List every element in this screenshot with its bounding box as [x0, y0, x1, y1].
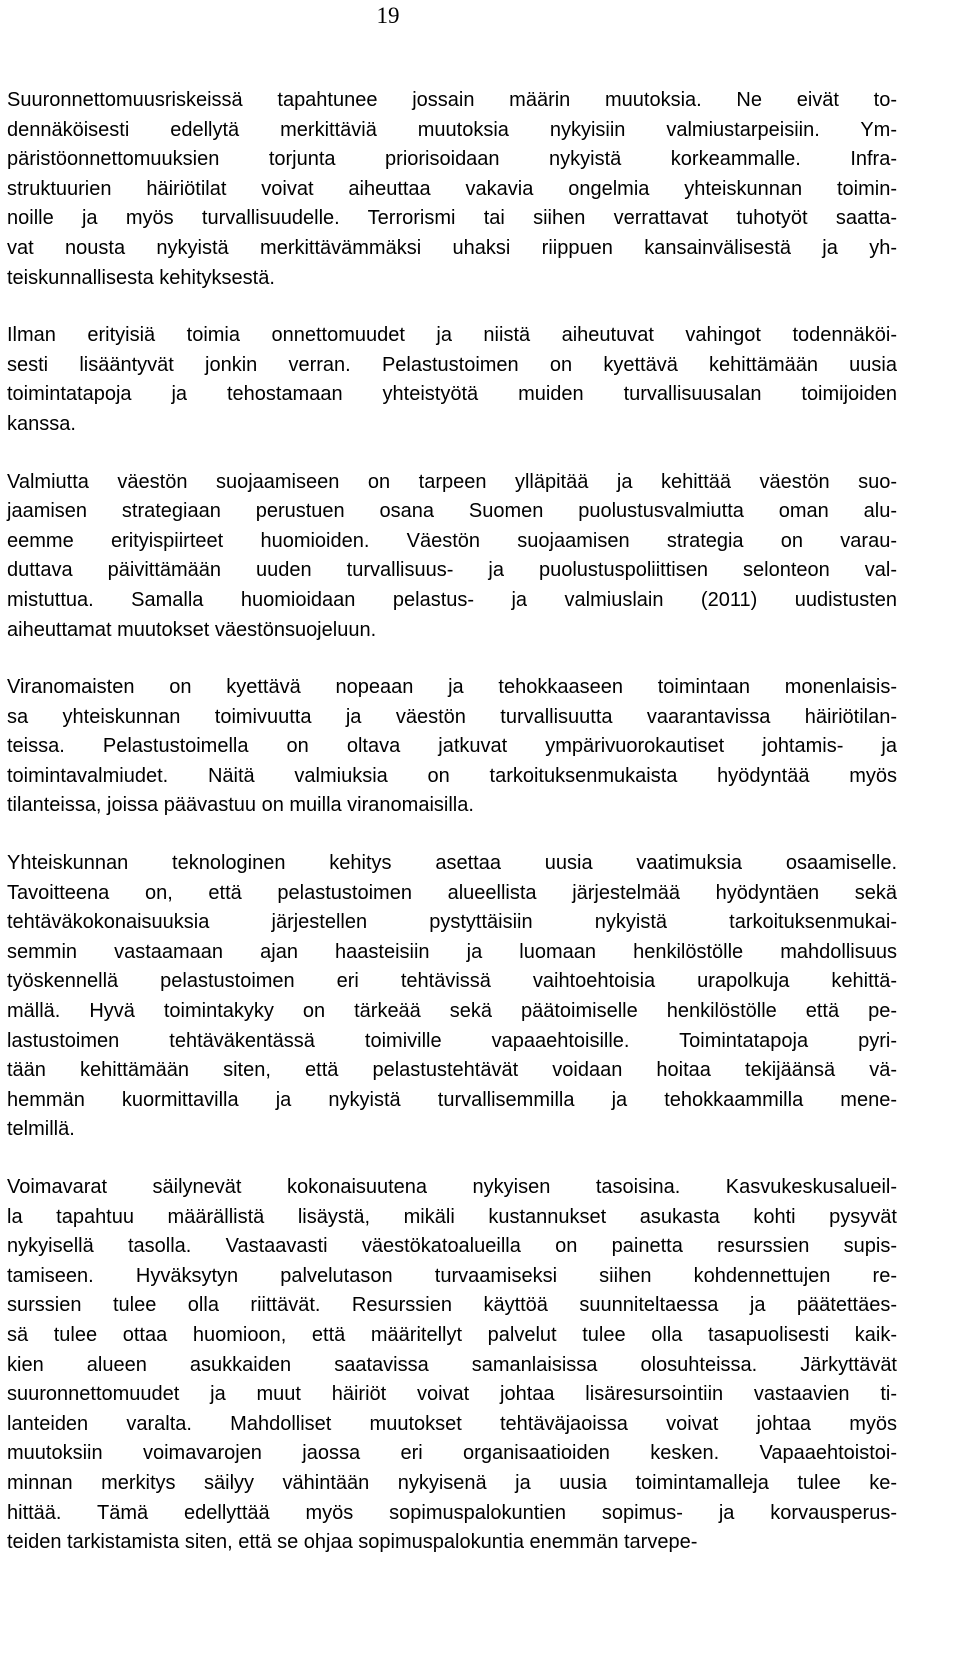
text-line: suuronnettomuudet ja muut häiriöt voivat johtaa lisäresursointiin vastaavien ti- [7, 1383, 897, 1406]
paragraph [7, 849, 897, 1145]
text-line: semmin vastaamaan ajan haasteisiin ja luomaan henkilöstölle mahdollisuus [7, 940, 897, 963]
text-line: Viranomaisten on kyettävä nopeaan ja tehokkaaseen toimintaan monenlaisis- [7, 676, 897, 699]
text-line: nykyisellä tasolla. Vastaavasti väestökatoalueilla on painetta resurssien supis- [7, 1235, 897, 1258]
text-line: tilanteissa, joissa päävastuu on muilla viranomaisilla. [7, 794, 474, 817]
text-line: sesti lisääntyvät jonkin verran. Pelastustoimen on kyettävä kehittämään uusia [7, 353, 897, 376]
text-line: Yhteiskunnan teknologinen kehitys asettaa uusia vaatimuksia osaamiselle. [7, 852, 897, 875]
text-line: muutoksiin voimavarojen jaossa eri organisaatioiden kesken. Vapaaehtoistoi- [7, 1442, 897, 1465]
text-line: toimintatapoja ja tehostamaan yhteistyötä muiden turvallisuusalan toimijoiden [7, 383, 897, 406]
text-line: Valmiutta väestön suojaamiseen on tarpeen ylläpitää ja kehittää väestön suo- [7, 470, 897, 493]
text-line: lastustoimen tehtäväkentässä toimiville vapaaehtoisille. Toimintatapoja pyri- [7, 1029, 897, 1052]
text-line: noille ja myös turvallisuudelle. Terrorismi tai siihen verrattavat tuhotyöt saatta- [7, 207, 897, 230]
paragraph [7, 468, 897, 646]
text-line: jaamisen strategiaan perustuen osana Suomen puolustusvalmiutta oman alu- [7, 500, 897, 523]
text-line: mistuttua. Samalla huomioidaan pelastus- ja valmiuslain (2011) uudistusten [7, 588, 897, 611]
text-line: sä tulee ottaa huomioon, että määritellyt palvelut tulee olla tasapuolisesti kaik- [7, 1323, 897, 1346]
text-line: minnan merkitys säilyy vähintään nykyisenä ja uusia toimintamalleja tulee ke- [7, 1471, 897, 1494]
text-line: Tavoitteena on, että pelastustoimen alueellista järjestelmää hyödyntäen sekä [7, 881, 897, 904]
text-line: Ilman erityisiä toimia onnettomuudet ja niistä aiheutuvat vahingot todennäköi- [7, 324, 897, 347]
text-line: kien alueen asukkaiden saatavissa samanlaisissa olosuhteissa. Järkyttävät [7, 1353, 897, 1376]
text-line: Suuronnettomuusriskeissä tapahtunee jossain määrin muutoksia. Ne eivät to- [7, 89, 897, 111]
text-line: surssien tulee olla riittävät. Resurssien käyttöä suunniteltaessa ja päätettäes- [7, 1294, 897, 1317]
text-line: sa yhteiskunnan toimivuutta ja väestön turvallisuutta vaarantavissa häiriötilan- [7, 705, 897, 728]
text-line: hemmän kuormittavilla ja nykyistä turvallisemmilla ja tehokkaammilla mene- [7, 1088, 897, 1111]
paragraph [7, 1173, 897, 1558]
page-number: 19 [376, 3, 400, 28]
paragraph [7, 86, 897, 293]
paragraph [7, 673, 897, 821]
text-line: teissa. Pelastustoimella on oltava jatkuvat ympärivuorokautiset johtamis- ja [7, 735, 897, 758]
text-line: hittää. Tämä edellyttää myös sopimuspalokuntien sopimus- ja korvausperus- [7, 1501, 897, 1524]
text-line: eemme erityispiirteet huomioiden. Väestön suojaamisen strategia on varau- [7, 529, 897, 552]
text-line: mällä. Hyvä toimintakyky on tärkeää sekä päätoimiselle henkilöstölle että pe- [7, 1000, 897, 1023]
text-line: päristöonnettomuuksien torjunta priorisoidaan nykyistä korkeammalle. Infra- [7, 148, 897, 171]
text-line: lanteiden varalta. Mahdolliset muutokset tehtäväjaoissa voivat johtaa myös [7, 1412, 897, 1435]
text-line: työskennellä pelastustoimen eri tehtävissä vaihtoehtoisia urapolkuja kehittä- [7, 970, 897, 993]
text-line: toimintavalmiudet. Näitä valmiuksia on tarkoituksenmukaista hyödyntää myös [7, 764, 897, 787]
text-line: tään kehittämään siten, että pelastustehtävät voidaan hoitaa tekijäänsä vä- [7, 1059, 897, 1082]
text-line: la tapahtuu määrällistä lisäystä, mikäli kustannukset asukasta kohti pysyvät [7, 1205, 897, 1228]
text-line: Voimavarat säilynevät kokonaisuutena nykyisen tasoisina. Kasvukeskusalueil- [7, 1176, 897, 1198]
paragraph [7, 321, 897, 439]
text-line: kanssa. [7, 412, 76, 435]
text-line: teiskunnallisesta kehityksestä. [7, 266, 275, 289]
text-line: aiheuttamat muutokset väestönsuojeluun. [7, 618, 377, 641]
text-line: dennäköisesti edellytä merkittäviä muutoksia nykyisiin valmiustarpeisiin. Ym- [7, 118, 897, 141]
text-line: duttava päivittämään uuden turvallisuus- ja puolustuspoliittisen selonteon val- [7, 559, 897, 582]
text-line: tamiseen. Hyväksytyn palvelutason turvaamiseksi siihen kohdennettujen re- [7, 1264, 897, 1287]
text-line: telmillä. [7, 1118, 75, 1141]
text-line: teiden tarkistamista siten, että se ohjaa sopimuspalokuntia enemmän tarvepe- [7, 1531, 698, 1554]
text-line: tehtäväkokonaisuuksia järjestellen pystyttäisiin nykyistä tarkoituksenmukai- [7, 911, 897, 934]
text-line: vat nousta nykyistä merkittävämmäksi uhaksi riippuen kansainvälisestä ja yh- [7, 236, 897, 259]
text-line: struktuurien häiriötilat voivat aiheuttaa vakavia ongelmia yhteiskunnan toimin- [7, 177, 897, 200]
document-body [7, 86, 897, 1586]
